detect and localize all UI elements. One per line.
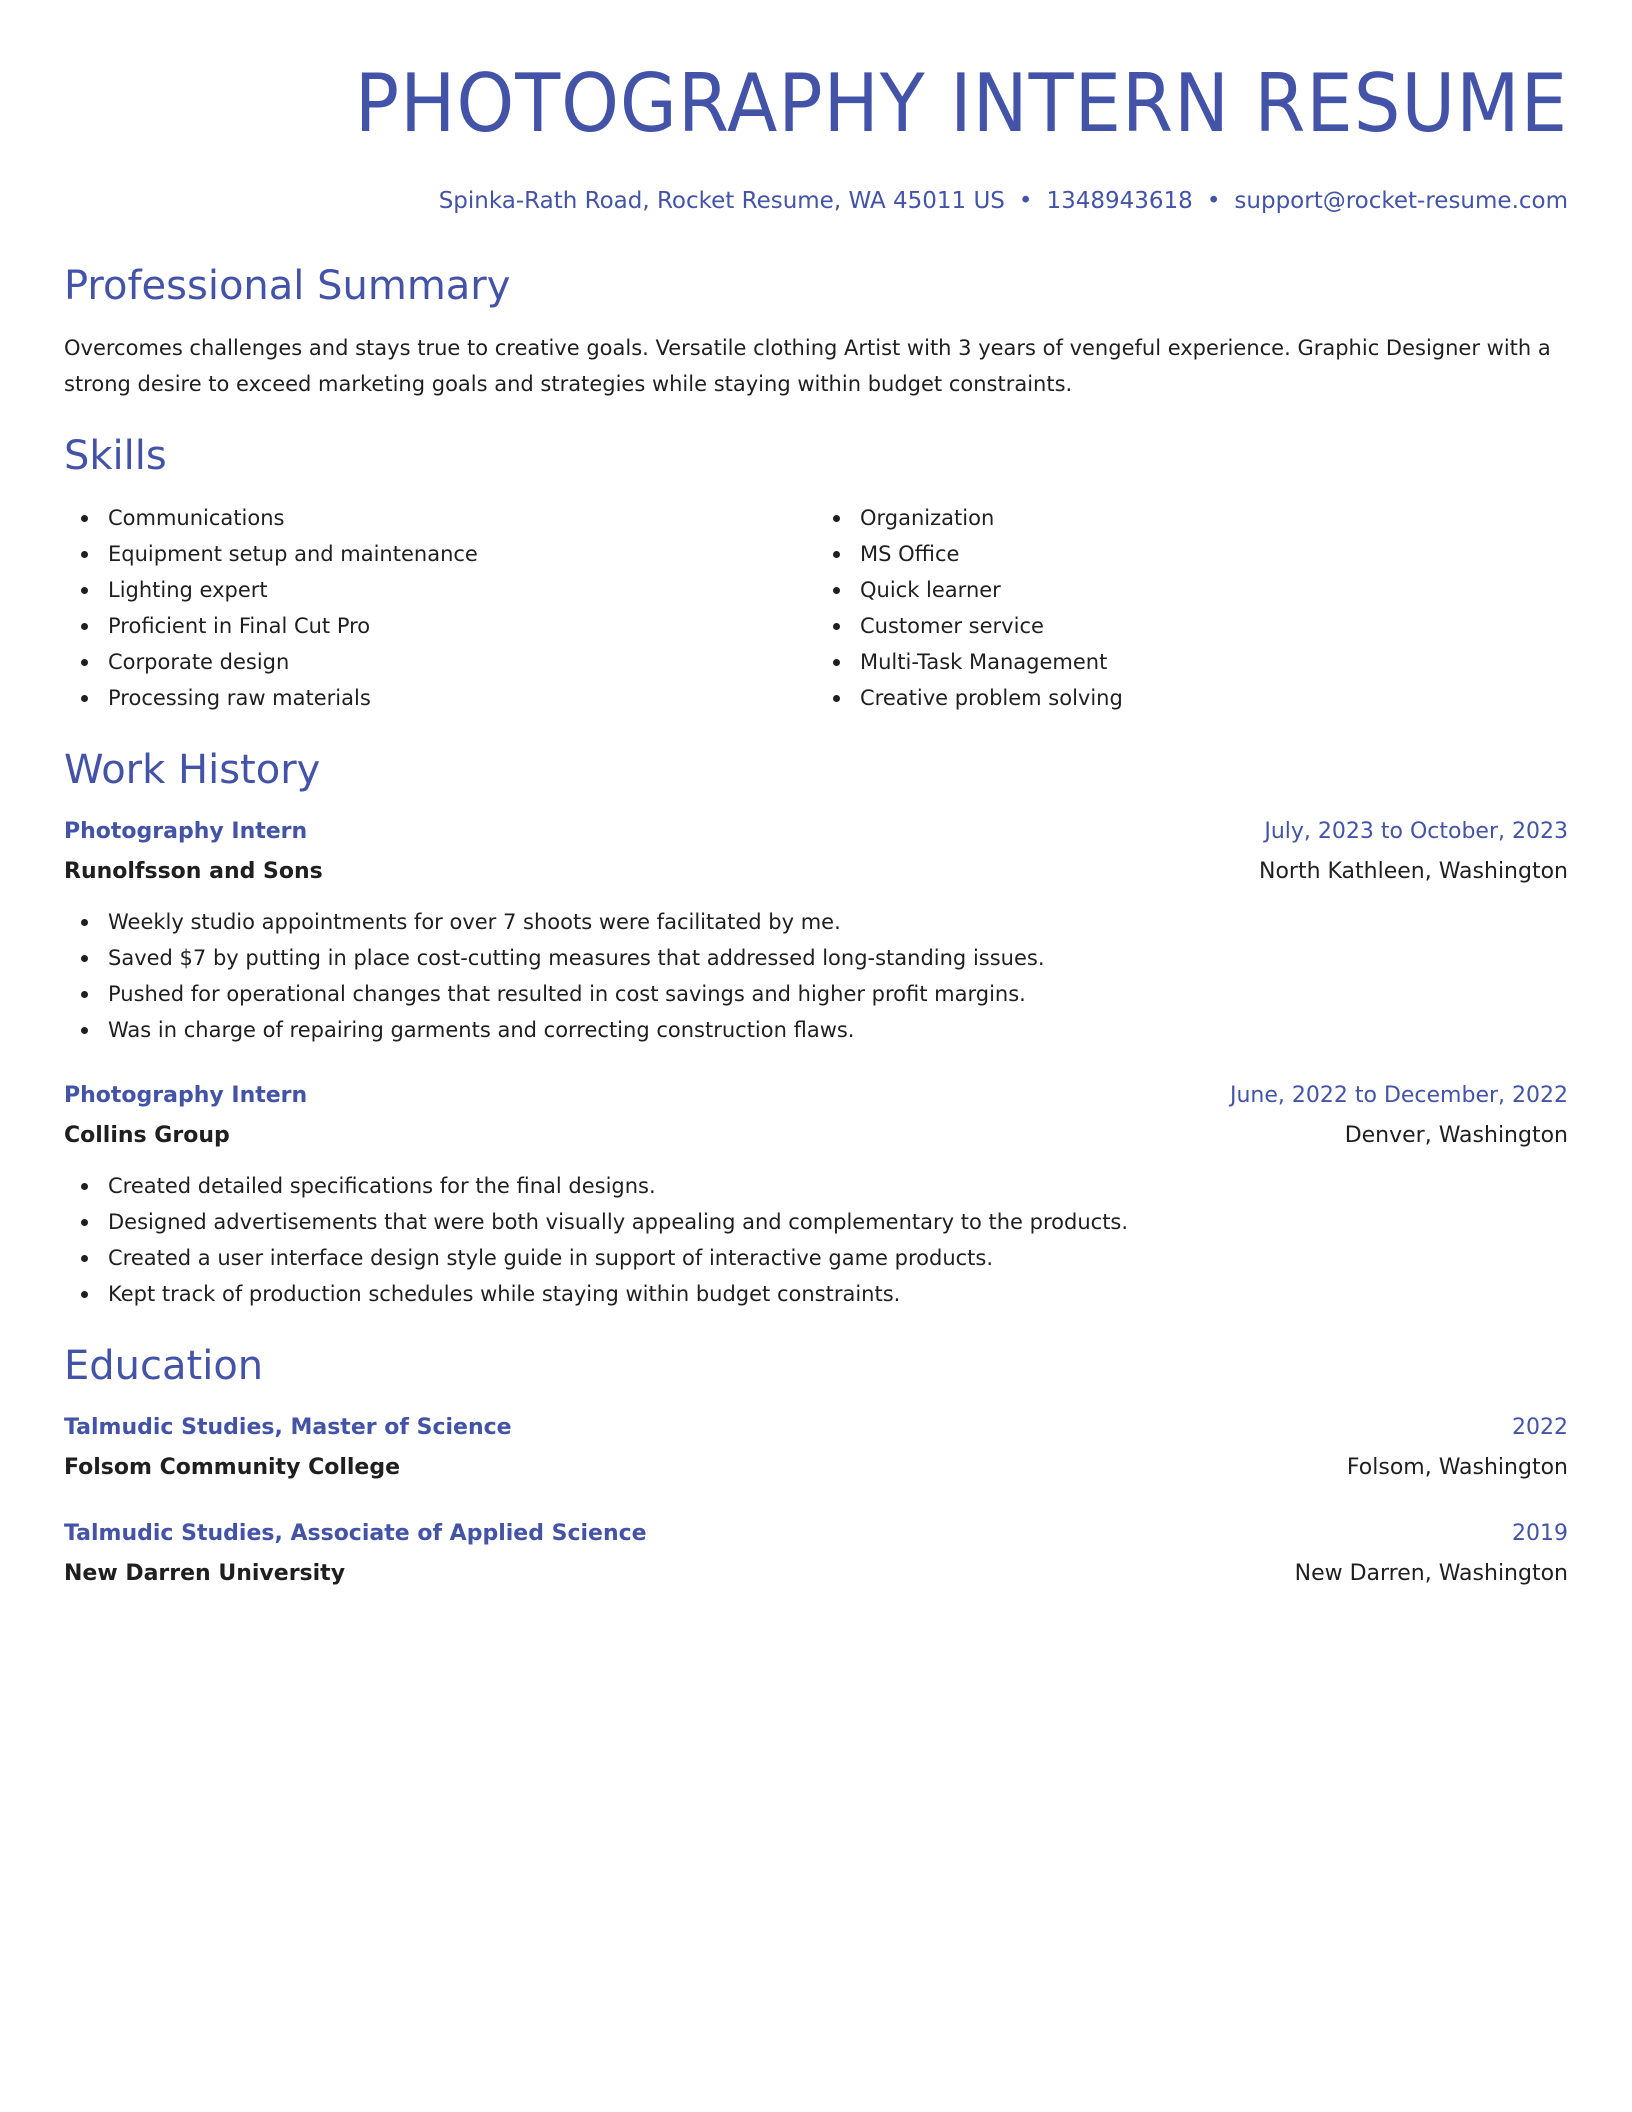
skill-item: Communications — [64, 500, 816, 536]
job-bullet: Created a user interface design style guide in support of interactive game products. — [64, 1240, 1568, 1276]
job-bullet: Was in charge of repairing garments and correcting construction flaws. — [64, 1012, 1568, 1048]
education-school-row — [64, 1446, 1568, 1486]
education-entry — [64, 1516, 1568, 1592]
skill-item: MS Office — [816, 536, 1568, 572]
job-bullet: Designed advertisements that were both visually appealing and complementary to the products. — [64, 1204, 1568, 1240]
job-bullet: Saved $7 by putting in place cost-cutting measures that addressed long-standing issues. — [64, 940, 1568, 976]
education-year: 2019 — [1512, 1521, 1568, 1546]
job-bullets — [64, 1168, 1568, 1312]
job-role: Photography Intern — [64, 819, 308, 844]
job-bullet: Created detailed specifications for the final designs. — [64, 1168, 1568, 1204]
skills-column-left — [64, 500, 816, 716]
job-dates: June, 2022 to December, 2022 — [1229, 1083, 1568, 1108]
skill-item: Proficient in Final Cut Pro — [64, 608, 816, 644]
resume-header — [64, 56, 1568, 216]
skill-item: Multi-Task Management — [816, 644, 1568, 680]
summary-text: Overcomes challenges and stays true to creative goals. Versatile clothing Artist with 3 years of vengeful experience. Graphic Designer with a strong desire to exceed marketing goals and strategies while staying within budget constraints. — [64, 336, 1551, 396]
education-location: New Darren, Washington — [1294, 1561, 1568, 1586]
job-bullet: Pushed for operational changes that resulted in cost savings and higher profit margins. — [64, 976, 1568, 1012]
education-school: Folsom Community College — [64, 1455, 401, 1480]
job-dates: July, 2023 to October, 2023 — [1264, 819, 1568, 844]
education-year: 2022 — [1512, 1415, 1568, 1440]
job-company-row — [64, 850, 1568, 890]
job-header-row — [64, 814, 1568, 850]
education-degree: Talmudic Studies, Associate of Applied Science — [64, 1521, 647, 1546]
job-location: North Kathleen, Washington — [1258, 859, 1568, 884]
skill-item: Equipment setup and maintenance — [64, 536, 816, 572]
contact-line — [64, 186, 1568, 216]
job-company: Runolfsson and Sons — [64, 859, 323, 884]
contact-separator: • — [1018, 188, 1033, 214]
job-bullet: Kept track of production schedules while staying within budget constraints. — [64, 1276, 1568, 1312]
skill-item: Corporate design — [64, 644, 816, 680]
contact-separator: • — [1206, 188, 1221, 214]
skill-item: Quick learner — [816, 572, 1568, 608]
job-bullet: Weekly studio appointments for over 7 shoots were facilitated by me. — [64, 904, 1568, 940]
education-school: New Darren University — [64, 1561, 346, 1586]
skills-column-right — [816, 500, 1568, 716]
job-role: Photography Intern — [64, 1083, 308, 1108]
education-location: Folsom, Washington — [1346, 1455, 1568, 1480]
job-entry — [64, 814, 1568, 1048]
job-header-row — [64, 1078, 1568, 1114]
education-heading: Education — [64, 1343, 264, 1389]
work-history-heading: Work History — [64, 747, 321, 793]
skill-item: Processing raw materials — [64, 680, 816, 716]
skill-item: Creative problem solving — [816, 680, 1568, 716]
education-school-row — [64, 1552, 1568, 1592]
skill-item: Organization — [816, 500, 1568, 536]
education-header-row — [64, 1516, 1568, 1552]
education-entry — [64, 1410, 1568, 1486]
job-location: Denver, Washington — [1344, 1123, 1568, 1148]
education-header-row — [64, 1410, 1568, 1446]
job-company-row — [64, 1114, 1568, 1154]
skill-item: Lighting expert — [64, 572, 816, 608]
skills-heading: Skills — [64, 433, 167, 479]
job-entry — [64, 1078, 1568, 1312]
skills-list — [64, 500, 1568, 716]
resume-title: PHOTOGRAPHY INTERN RESUME — [354, 57, 1568, 150]
skill-item: Customer service — [816, 608, 1568, 644]
education-degree: Talmudic Studies, Master of Science — [64, 1415, 512, 1440]
job-company: Collins Group — [64, 1123, 230, 1148]
contact-email[interactable]: support@rocket-resume.com — [1234, 188, 1568, 214]
summary-heading: Professional Summary — [64, 263, 511, 309]
contact-phone: 1348943618 — [1046, 188, 1193, 214]
job-bullets — [64, 904, 1568, 1048]
contact-address: Spinka-Rath Road, Rocket Resume, WA 45011 US — [438, 188, 1005, 214]
